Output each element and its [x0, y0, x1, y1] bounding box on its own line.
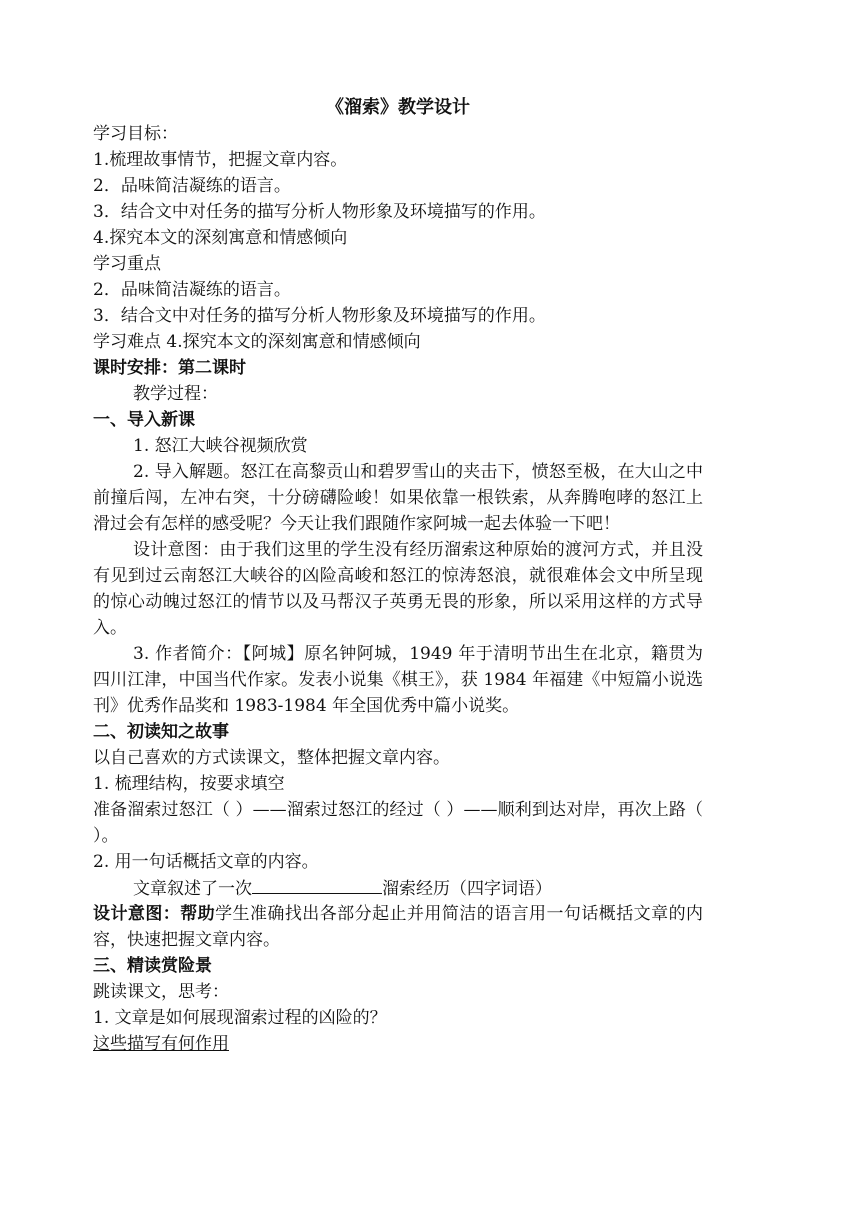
section2-heading: 二、初读知之故事 — [93, 722, 229, 742]
section3-question1b: 这些描写有何作用 — [93, 1034, 229, 1054]
summary-sentence — [93, 875, 703, 901]
schedule-line: 课时安排：第二课时 — [93, 358, 246, 378]
objective-item: 4.探究本文的深刻寓意和情感倾向 — [93, 228, 348, 248]
process-label: 教学过程： — [133, 384, 218, 404]
section1-item1: 1. 怒江大峡谷视频欣赏 — [133, 436, 308, 456]
section3-question1: 1. 文章是如何展现溜索过程的凶险的？ — [93, 1008, 387, 1028]
section3-intro: 跳读课文，思考： — [93, 982, 229, 1002]
section2-item2: 2. 用一句话概括文章的内容。 — [93, 852, 319, 872]
section2-intro: 以自己喜欢的方式读课文，整体把握文章内容。 — [93, 748, 450, 768]
objective-item: 3．结合文中对任务的描写分析人物形象及环境描写的作用。 — [93, 202, 546, 222]
document-title: 《溜索》教学设计 — [326, 97, 470, 118]
objective-item: 1.梳理故事情节，把握文章内容。 — [93, 150, 348, 170]
section1-design-intent: 设计意图：由于我们这里的学生没有经历溜索这种原始的渡河方式，并且没有见到过云南怒江大峡谷的凶险高峻和怒江的惊涛怒浪，就很难体会文中所呈现的惊心动魄过怒江的情节以及马帮汉子英勇无畏的形象，所以采用这样的方式导入。 — [93, 540, 703, 638]
section3-heading: 三、精读赏险景 — [93, 956, 212, 976]
summary-blank — [252, 875, 382, 894]
focus-heading: 学习重点 — [93, 254, 161, 274]
section1-heading: 一、导入新课 — [93, 410, 195, 430]
section2-item1: 1. 梳理结构，按要求填空 — [93, 774, 285, 794]
document-page — [93, 95, 703, 1057]
section1-item2: 2. 导入解题。怒江在高黎贡山和碧罗雪山的夹击下，愤怒至极，在大山之中前撞后闯，左冲右突，十分磅礴险峻！如果依靠一根铁索，从奔腾咆哮的怒江上滑过会有怎样的感受呢？今天让我们跟随作家阿城一起去体验一下吧！ — [93, 462, 703, 534]
summary-suffix: 溜索经历（四字词语） — [382, 879, 552, 899]
design-text: 学生准确找出各部分起止并用简洁的语言用一句话概括文章的内容，快速把握文章内容。 — [93, 904, 704, 950]
difficulty-line: 学习难点 4.探究本文的深刻寓意和情感倾向 — [93, 332, 421, 352]
design-label: 设计意图：帮助 — [93, 904, 216, 924]
section2-fill-blank: 准备溜索过怒江（ ）——溜索过怒江的经过（ ）——顺利到达对岸，再次上路（ ）。 — [93, 800, 703, 846]
section1-author-intro: 3. 作者简介：【阿城】原名钟阿城，1949 年于清明节出生在北京，籍贯为四川江津，中国当代作家。发表小说集《棋王》，获 1984 年福建《中短篇小说选刊》优秀作品奖和 1983-1984 年全国优秀中篇小说奖。 — [93, 644, 703, 716]
section2-design-intent — [93, 901, 703, 953]
objective-item: 2．品味简洁凝练的语言。 — [93, 176, 291, 196]
focus-item: 2．品味简洁凝练的语言。 — [93, 280, 291, 300]
summary-prefix: 文章叙述了一次 — [133, 879, 252, 899]
focus-item: 3．结合文中对任务的描写分析人物形象及环境描写的作用。 — [93, 306, 546, 326]
objectives-heading: 学习目标： — [93, 124, 178, 144]
